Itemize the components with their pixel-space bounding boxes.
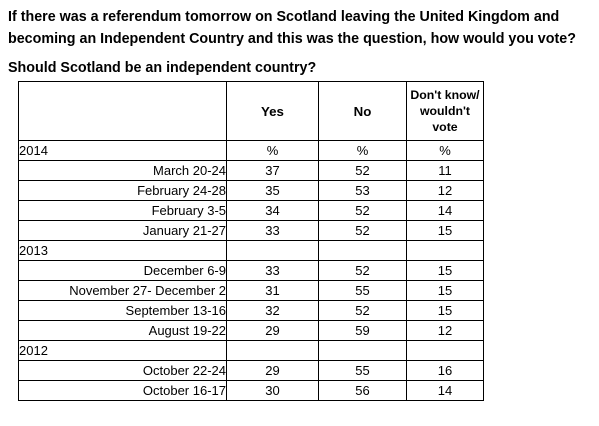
dont-know-value: %	[407, 141, 484, 161]
header-dont-know: Don't know/ wouldn't vote	[407, 82, 484, 141]
date-label: September 13-16	[19, 301, 227, 321]
dont-know-value	[407, 341, 484, 361]
header-period	[19, 82, 227, 141]
date-label: December 6-9	[19, 261, 227, 281]
date-label: August 19-22	[19, 321, 227, 341]
table-row	[19, 301, 484, 321]
date-label: March 20-24	[19, 161, 227, 181]
no-value: 55	[319, 281, 407, 301]
yes-value	[227, 341, 319, 361]
table-row	[19, 181, 484, 201]
dont-know-value: 14	[407, 201, 484, 221]
yes-value: 33	[227, 261, 319, 281]
year-label: 2012	[19, 341, 227, 361]
year-label: 2013	[19, 241, 227, 261]
year-label: 2014	[19, 141, 227, 161]
table-subtitle: Should Scotland be an independent country?	[8, 60, 317, 76]
question-text: If there was a referendum tomorrow on Scotland leaving the United Kingdom and becoming an Independent Country and this was the question, how would you vote?	[8, 9, 576, 47]
header-no: No	[319, 82, 407, 141]
dont-know-value: 16	[407, 361, 484, 381]
year-row	[19, 341, 484, 361]
dont-know-value: 12	[407, 321, 484, 341]
yes-value: 34	[227, 201, 319, 221]
no-value: 56	[319, 381, 407, 401]
date-label: October 22-24	[19, 361, 227, 381]
table-row	[19, 381, 484, 401]
date-label: February 24-28	[19, 181, 227, 201]
year-row	[19, 241, 484, 261]
table-body	[19, 141, 484, 401]
table-row	[19, 361, 484, 381]
yes-value: 31	[227, 281, 319, 301]
poll-results-table	[18, 81, 484, 401]
dont-know-value: 15	[407, 281, 484, 301]
date-label: November 27- December 2	[19, 281, 227, 301]
date-label: January 21-27	[19, 221, 227, 241]
no-value	[319, 341, 407, 361]
yes-value: 37	[227, 161, 319, 181]
no-value: %	[319, 141, 407, 161]
yes-value: %	[227, 141, 319, 161]
header-yes: Yes	[227, 82, 319, 141]
no-value: 52	[319, 221, 407, 241]
table-row	[19, 321, 484, 341]
no-value: 52	[319, 261, 407, 281]
table-row	[19, 161, 484, 181]
yes-value: 29	[227, 361, 319, 381]
table-row	[19, 281, 484, 301]
no-value: 52	[319, 301, 407, 321]
yes-value	[227, 241, 319, 261]
date-label: October 16-17	[19, 381, 227, 401]
date-label: February 3-5	[19, 201, 227, 221]
dont-know-value: 12	[407, 181, 484, 201]
yes-value: 33	[227, 221, 319, 241]
yes-value: 30	[227, 381, 319, 401]
year-row	[19, 141, 484, 161]
dont-know-value: 15	[407, 221, 484, 241]
dont-know-value: 15	[407, 301, 484, 321]
no-value: 52	[319, 201, 407, 221]
yes-value: 29	[227, 321, 319, 341]
dont-know-value: 15	[407, 261, 484, 281]
table-row	[19, 201, 484, 221]
table-row	[19, 221, 484, 241]
header-row	[19, 82, 484, 141]
no-value: 55	[319, 361, 407, 381]
yes-value: 35	[227, 181, 319, 201]
no-value: 52	[319, 161, 407, 181]
dont-know-value: 14	[407, 381, 484, 401]
yes-value: 32	[227, 301, 319, 321]
table-row	[19, 261, 484, 281]
no-value: 59	[319, 321, 407, 341]
dont-know-value	[407, 241, 484, 261]
dont-know-value: 11	[407, 161, 484, 181]
no-value: 53	[319, 181, 407, 201]
no-value	[319, 241, 407, 261]
